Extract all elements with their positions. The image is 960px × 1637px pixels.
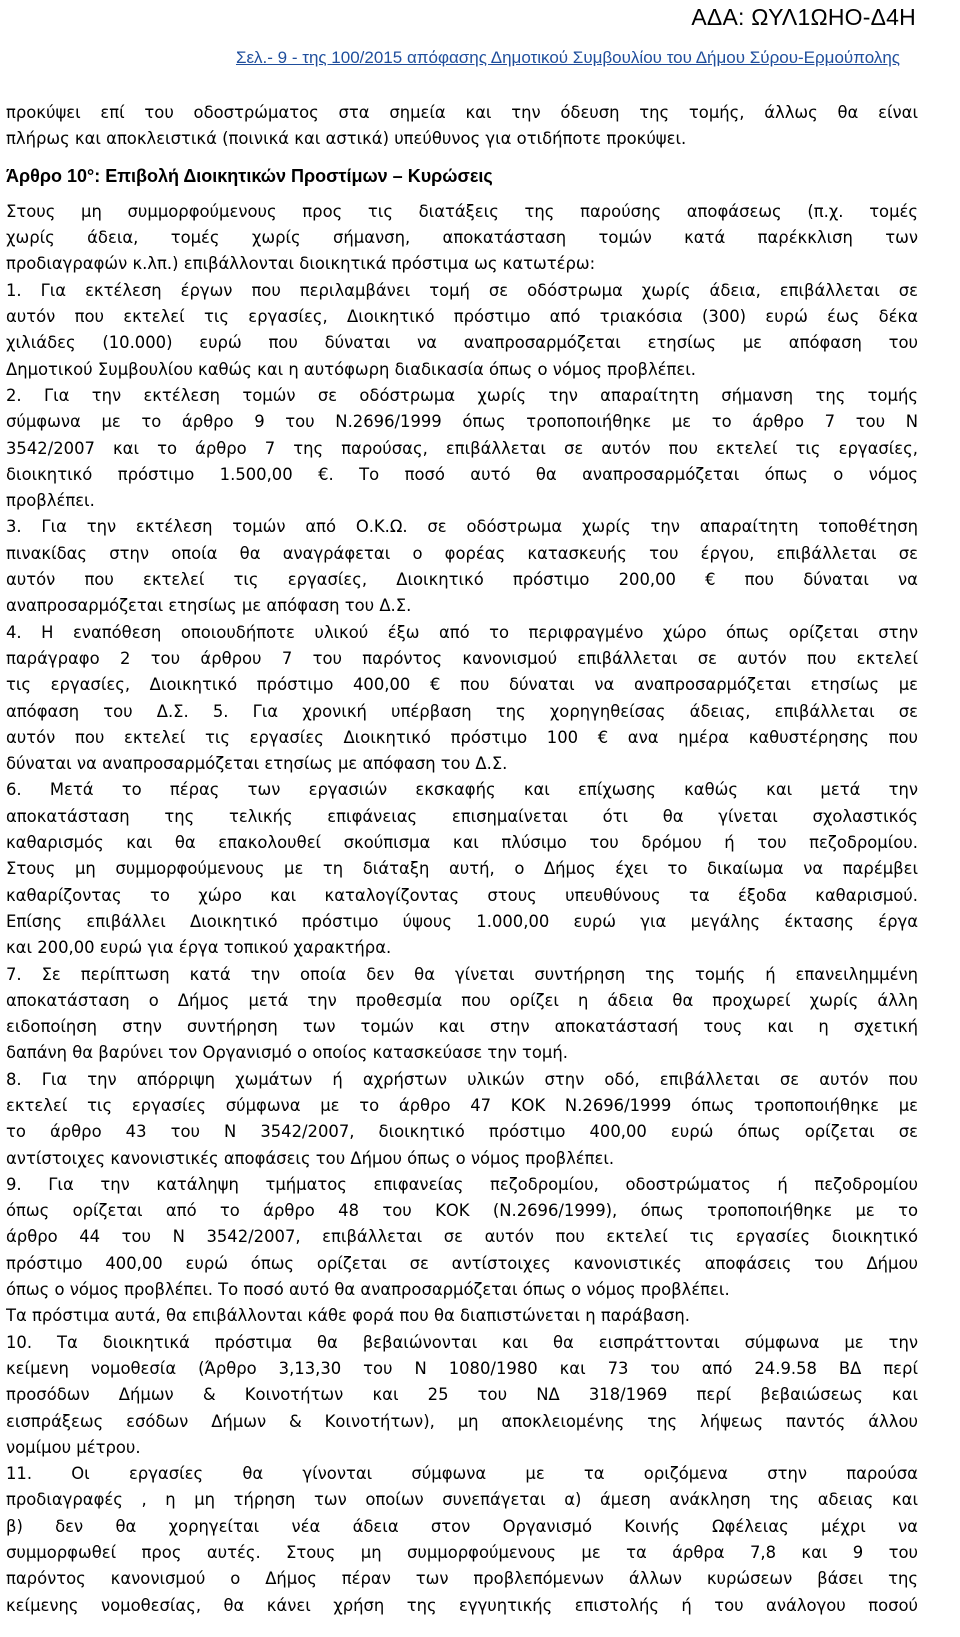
text-line: 2. Για την εκτέλεση τομών σε οδόστρωμα χωρίς την απαραίτητη σήμανση της τομής bbox=[6, 385, 918, 405]
text-line: πινακίδας στην οποία θα αναγράφεται ο φορέας κατασκευής του έργου, επιβάλλεται σε bbox=[6, 543, 918, 563]
text-line: 10. Τα διοικητικά πρόστιμα θα βεβαιώνονται και θα εισπράττονται σύμφωνα με την bbox=[6, 1332, 918, 1352]
text-line: Τα πρόστιμα αυτά, θα επιβάλλονται κάθε φορά που θα διαπιστώνεται η παράβαση. bbox=[6, 1306, 690, 1326]
text-line: προβλέπει. bbox=[6, 491, 95, 511]
text-line: καθαρισμός και θα επακολουθεί σκούπισμα και πλύσιμο του δρόμου ή του πεζοδρομίου. bbox=[6, 833, 918, 853]
text-line: 7. Σε περίπτωση κατά την οποία δεν θα γίνεται συντήρηση της τομής ή επανειλημμένη bbox=[6, 964, 918, 984]
text-line: όπως ο νόμος προβλέπει. Το ποσό αυτό θα αναπροσαρμόζεται όπως ο νόμος προβλέπει. bbox=[6, 1280, 730, 1300]
page-reference: Σελ.- 9 - της 100/2015 απόφασης Δημοτικού Συμβουλίου του Δήμου Σύρου-Ερμούπολης bbox=[235, 48, 900, 67]
text-line: προκύψει επί του οδοστρώματος στα σημεία και την όδευση της τομής, άλλως θα είναι bbox=[6, 103, 918, 122]
text-line: χιλιάδες (10.000) ευρώ που δύναται να αναπροσαρμόζεται ετησίως με απόφαση του bbox=[6, 333, 918, 353]
text-line: αυτόν που εκτελεί τις εργασίες, Διοικητικό πρόστιμο 200,00 € που δύναται να bbox=[6, 570, 918, 590]
text-line: 9. Για την κατάληψη τμήματος επιφανείας πεζοδρομίου, οδοστρώματος ή πεζοδρομίου bbox=[6, 1174, 918, 1194]
text-line: πρόστιμο 400,00 ευρώ όπως ορίζεται σε αντίστοιχες κανονιστικές αποφάσεις του Δήμου bbox=[6, 1253, 918, 1273]
text-line: 8. Για την απόρριψη χωμάτων ή αχρήστων υλικών στην οδό, επιβάλλεται σε αυτόν που bbox=[6, 1069, 918, 1089]
text-line: εκτελεί τις εργασίες σύμφωνα με το άρθρο 47 ΚΟΚ Ν.2696/1999 όπως τροποποιήθηκε με bbox=[6, 1095, 918, 1115]
text-line: προδιαγραφών κ.λπ.) επιβάλλονται διοικητικά πρόστιμα ως κατωτέρω: bbox=[6, 254, 596, 274]
text-line: κείμενης νομοθεσίας, θα κάνει χρήση της εγγυητικής επιστολής ή του ανάλογου ποσού bbox=[6, 1595, 918, 1615]
text-line: σύμφωνα με το άρθρο 9 του Ν.2696/1999 όπως τροποποιήθηκε με το άρθρο 7 του Ν bbox=[6, 412, 918, 432]
text-line: 3. Για την εκτέλεση τομών από Ο.Κ.Ω. σε οδόστρωμα χωρίς την απαραίτητη τοποθέτηση bbox=[6, 517, 918, 537]
text-line: το άρθρο 43 του Ν 3542/2007, διοικητικό πρόστιμο 400,00 ευρώ όπως ορίζεται σε bbox=[6, 1122, 918, 1142]
document-body bbox=[6, 100, 918, 1619]
text-line: δαπάνη θα βαρύνει τον Οργανισμό ο οποίος κατασκεύασε την τομή. bbox=[6, 1043, 568, 1063]
text-line: αντίστοιχες κανονιστικές αποφάσεις του Δήμου όπως ο νόμος προβλέπει. bbox=[6, 1148, 615, 1168]
text-line: αναπροσαρμόζεται ετησίως με απόφαση του Δ.Σ. bbox=[6, 596, 412, 616]
text-line: εισπράξεως εσόδων Δήμων & Κοινοτήτων), μη αποκλειομένης της λήψεως παντός άλλου bbox=[6, 1411, 918, 1431]
text-line: άρθρο 44 του Ν 3542/2007, επιβάλλεται σε αυτόν που εκτελεί τις εργασίες διοικητικό bbox=[6, 1227, 918, 1247]
text-line: 11. Οι εργασίες θα γίνονται σύμφωνα με τα οριζόμενα στην παρούσα bbox=[6, 1464, 918, 1484]
text-line: Δημοτικού Συμβουλίου καθώς και η αυτόφωρη διαδικασία όπως ο νόμος προβλέπει. bbox=[6, 359, 696, 379]
text-line: νομίμου μέτρου. bbox=[6, 1437, 141, 1457]
text-line: ειδοποίηση στην συντήρηση των τομών και στην αποκατάστασή τους και η σχετική bbox=[6, 1017, 918, 1037]
text-line: 3542/2007 και το άρθρο 7 της παρούσας, επιβάλλεται σε αυτόν που εκτελεί τις εργασίες, bbox=[6, 438, 918, 458]
text-line: 4. Η εναπόθεση οποιουδήποτε υλικού έξω από το περιφραγμένο χώρο όπως ορίζεται στην bbox=[6, 622, 918, 642]
text-line: παρόντος κανονισμού ο Δήμος πέραν των προβλεπόμενων άλλων κυρώσεων βάσει της bbox=[6, 1569, 918, 1589]
text-line: πλήρως και αποκλειστικά (ποινικά και αστικά) υπεύθυνος για οτιδήποτε προκύψει. bbox=[6, 129, 687, 149]
text-line: καθαρίζοντας το χώρο και καταλογίζοντας στους υπευθύνους τα έξοδα καθαρισμού. bbox=[6, 885, 918, 905]
text-line: αυτόν που εκτελεί τις εργασίες, Διοικητικό πρόστιμο από τριακόσια (300) ευρώ έως δέκα bbox=[6, 307, 918, 327]
text-line: απόφαση του Δ.Σ. 5. Για χρονική υπέρβαση της χορηγηθείσας άδειας, επιβάλλεται σε bbox=[6, 701, 918, 721]
text-line: δύναται να αναπροσαρμόζεται ετησίως με απόφαση του Δ.Σ. bbox=[6, 754, 508, 774]
article-heading: Άρθρο 10°: Επιβολή Διοικητικών Προστίμων – Κυρώσεις bbox=[6, 165, 493, 186]
text-line: διοικητικό πρόστιμο 1.500,00 €. Το ποσό αυτό θα αναπροσαρμόζεται όπως ο νόμος bbox=[6, 464, 918, 484]
text-line: Επίσης επιβάλλει Διοικητικό πρόστιμο ύψους 1.000,00 ευρώ για μεγάλης έκτασης έργα bbox=[6, 911, 918, 931]
text-line: 6. Μετά το πέρας των εργασιών εκσκαφής και επίχωσης καθώς και μετά την bbox=[6, 780, 918, 800]
text-line: αυτόν που εκτελεί τις εργασίες Διοικητικό πρόστιμο 100 € ανα ημέρα καθυστέρησης που bbox=[6, 727, 918, 747]
text-line: Στους μη συμμορφούμενους προς τις διατάξεις της παρούσης αποφάσεως (π.χ. τομές bbox=[6, 201, 918, 221]
ada-code: ΑΔΑ: ΩΥΛ1ΩΗΟ-Δ4Η bbox=[691, 4, 916, 30]
text-line: συμμορφωθεί προς αυτές. Στους μη συμμορφούμενους με τα άρθρα 7,8 και 9 του bbox=[6, 1543, 918, 1563]
text-line: τις εργασίες, Διοικητικό πρόστιμο 400,00 € που δύναται να αναπροσαρμόζεται ετησίως με bbox=[6, 675, 918, 695]
text-line: Στους μη συμμορφούμενους με τη διάταξη αυτή, ο Δήμος έχει το δικαίωμα να παρέμβει bbox=[6, 859, 918, 879]
text-line: 1. Για εκτέλεση έργων που περιλαμβάνει τομή σε οδόστρωμα χωρίς άδεια, επιβάλλεται σε bbox=[6, 280, 918, 300]
text-line: προδιαγραφές , η μη τήρηση των οποίων συνεπάγεται α) άμεση ανάκληση της αδειας και bbox=[6, 1490, 918, 1510]
text-line: αποκατάσταση ο Δήμος μετά την προθεσμία που ορίζει η άδεια θα προχωρεί χωρίς άλλη bbox=[6, 990, 918, 1010]
text-line: και 200,00 ευρώ για έργα τοπικού χαρακτήρα. bbox=[6, 938, 392, 958]
text-line: παράγραφο 2 του άρθρου 7 του παρόντος κανονισμού επιβάλλεται σε αυτόν που εκτελεί bbox=[6, 648, 918, 668]
text-line: β) δεν θα χορηγείται νέα άδεια στον Οργανισμό Κοινής Ωφέλειας μέχρι να bbox=[6, 1516, 918, 1536]
text-line: αποκατάσταση της τελικής επιφάνειας επισημαίνεται ότι θα γίνεται σχολαστικός bbox=[6, 806, 918, 826]
text-line: κείμενη νομοθεσία (Άρθρο 3,13,30 του Ν 1080/1980 και 73 του από 24.9.58 ΒΔ περί bbox=[6, 1358, 918, 1378]
text-line: χωρίς άδεια, τομές χωρίς σήμανση, αποκατάσταση τομών κατά παρέκκλιση των bbox=[6, 228, 918, 248]
text-line: προσόδων Δήμων & Κοινοτήτων και 25 του ΝΔ 318/1969 περί βεβαιώσεως και bbox=[6, 1385, 918, 1405]
text-line: όπως ορίζεται από το άρθρο 48 του ΚΟΚ (Ν.2696/1999), όπως τροποποιήθηκε με το bbox=[6, 1201, 918, 1221]
